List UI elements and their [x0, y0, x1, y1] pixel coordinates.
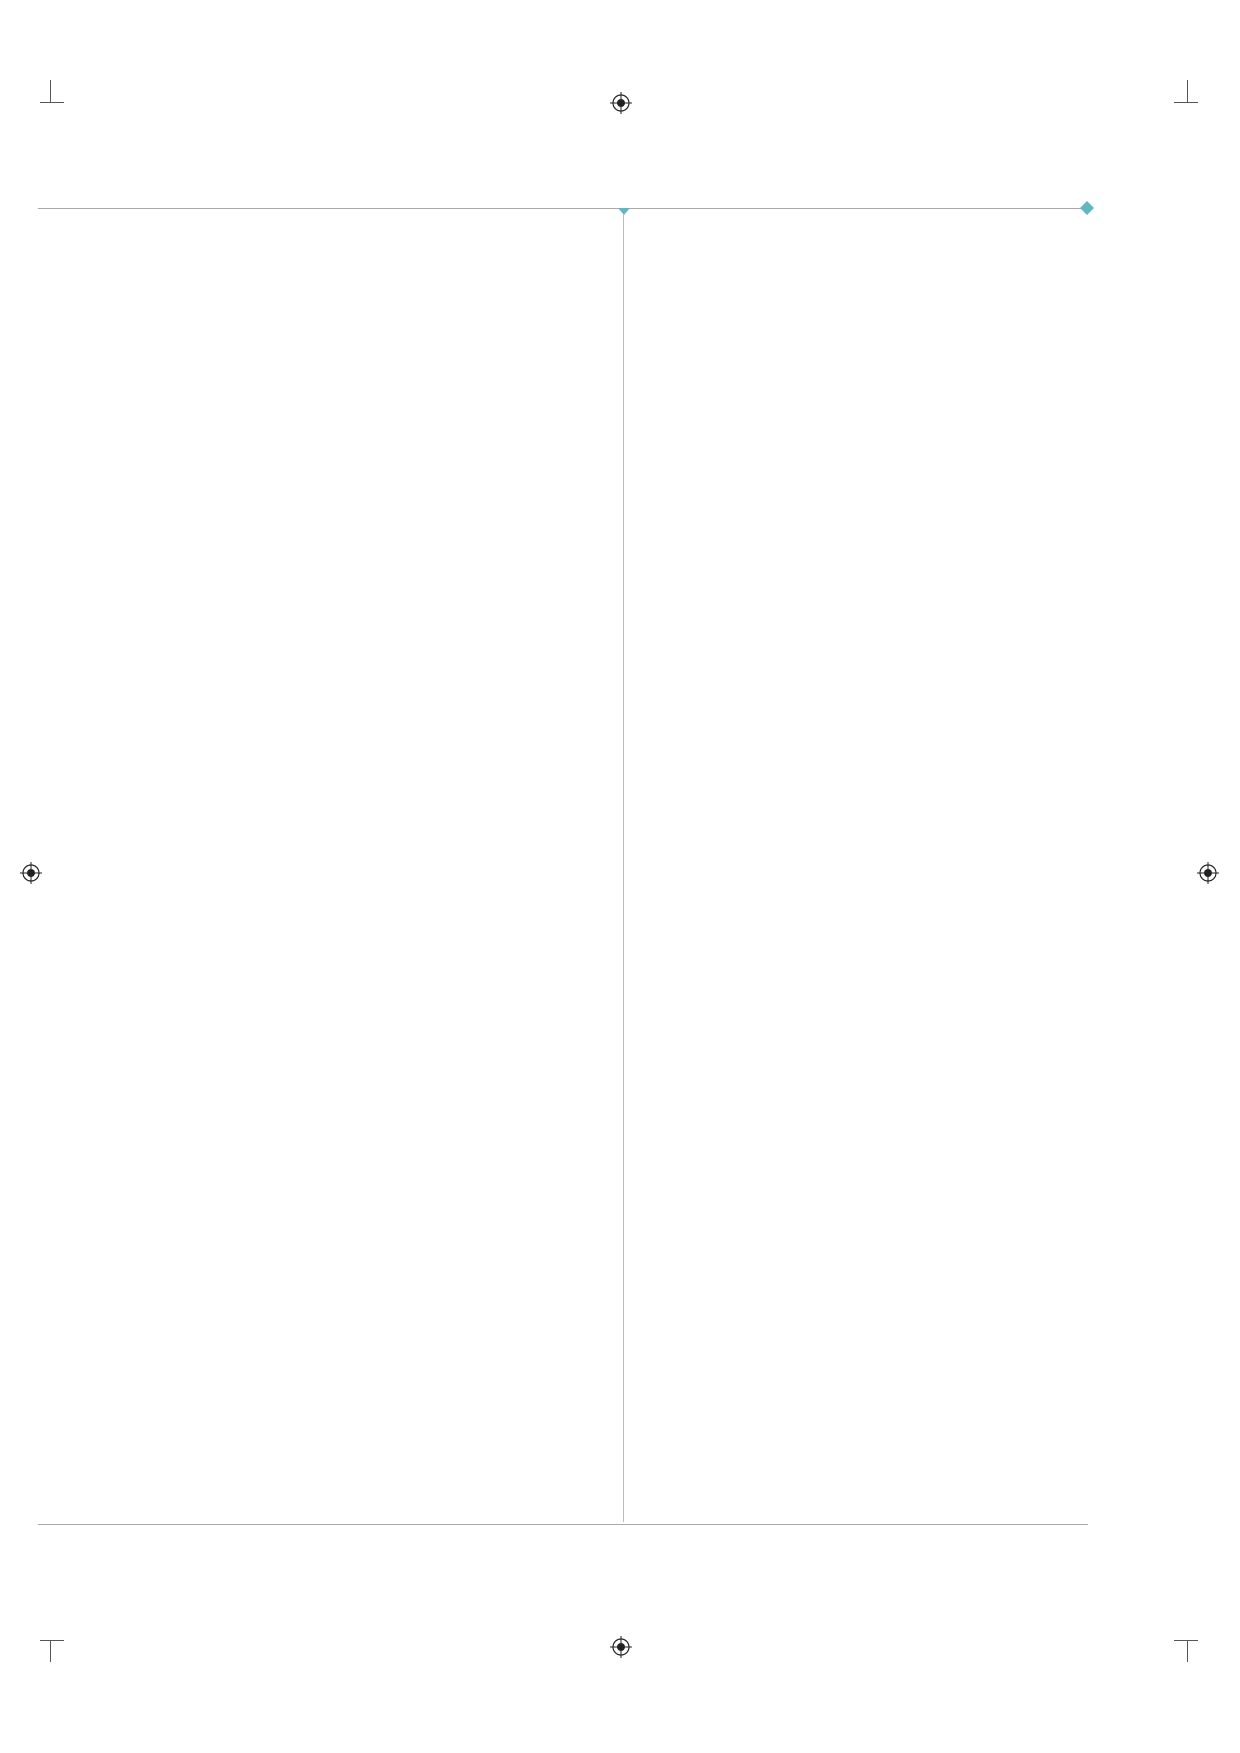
column-divider — [623, 214, 624, 1522]
vocab-line — [197, 347, 610, 369]
vocabulary-block — [160, 236, 610, 369]
registration-mark-left-icon — [20, 862, 42, 884]
vocab-entry — [197, 328, 202, 344]
header-rule — [38, 208, 1088, 209]
vocab-line — [197, 280, 610, 302]
vocab-entry — [220, 261, 225, 277]
vocab-line — [197, 325, 610, 347]
registration-mark-bottom-icon — [610, 1636, 632, 1658]
registration-mark-top-icon — [610, 92, 632, 114]
vocab-entry — [197, 239, 212, 255]
header-center-triangle-icon — [618, 208, 630, 216]
left-column — [160, 236, 610, 369]
vocab-line — [197, 236, 610, 258]
vocab-line — [197, 303, 610, 325]
header-diamond-icon — [1080, 201, 1094, 215]
vocab-body — [197, 236, 610, 369]
vocab-tag-cell — [160, 236, 197, 369]
registration-mark-right-icon — [1197, 862, 1219, 884]
vocab-entry — [220, 328, 235, 344]
vocab-entry — [230, 239, 245, 255]
vocab-entry — [197, 283, 212, 299]
vocab-entry — [197, 261, 202, 277]
vocab-line — [197, 258, 610, 280]
vocab-entry — [197, 350, 212, 366]
footer-rule — [38, 1524, 1088, 1525]
vocab-entry — [197, 306, 202, 322]
